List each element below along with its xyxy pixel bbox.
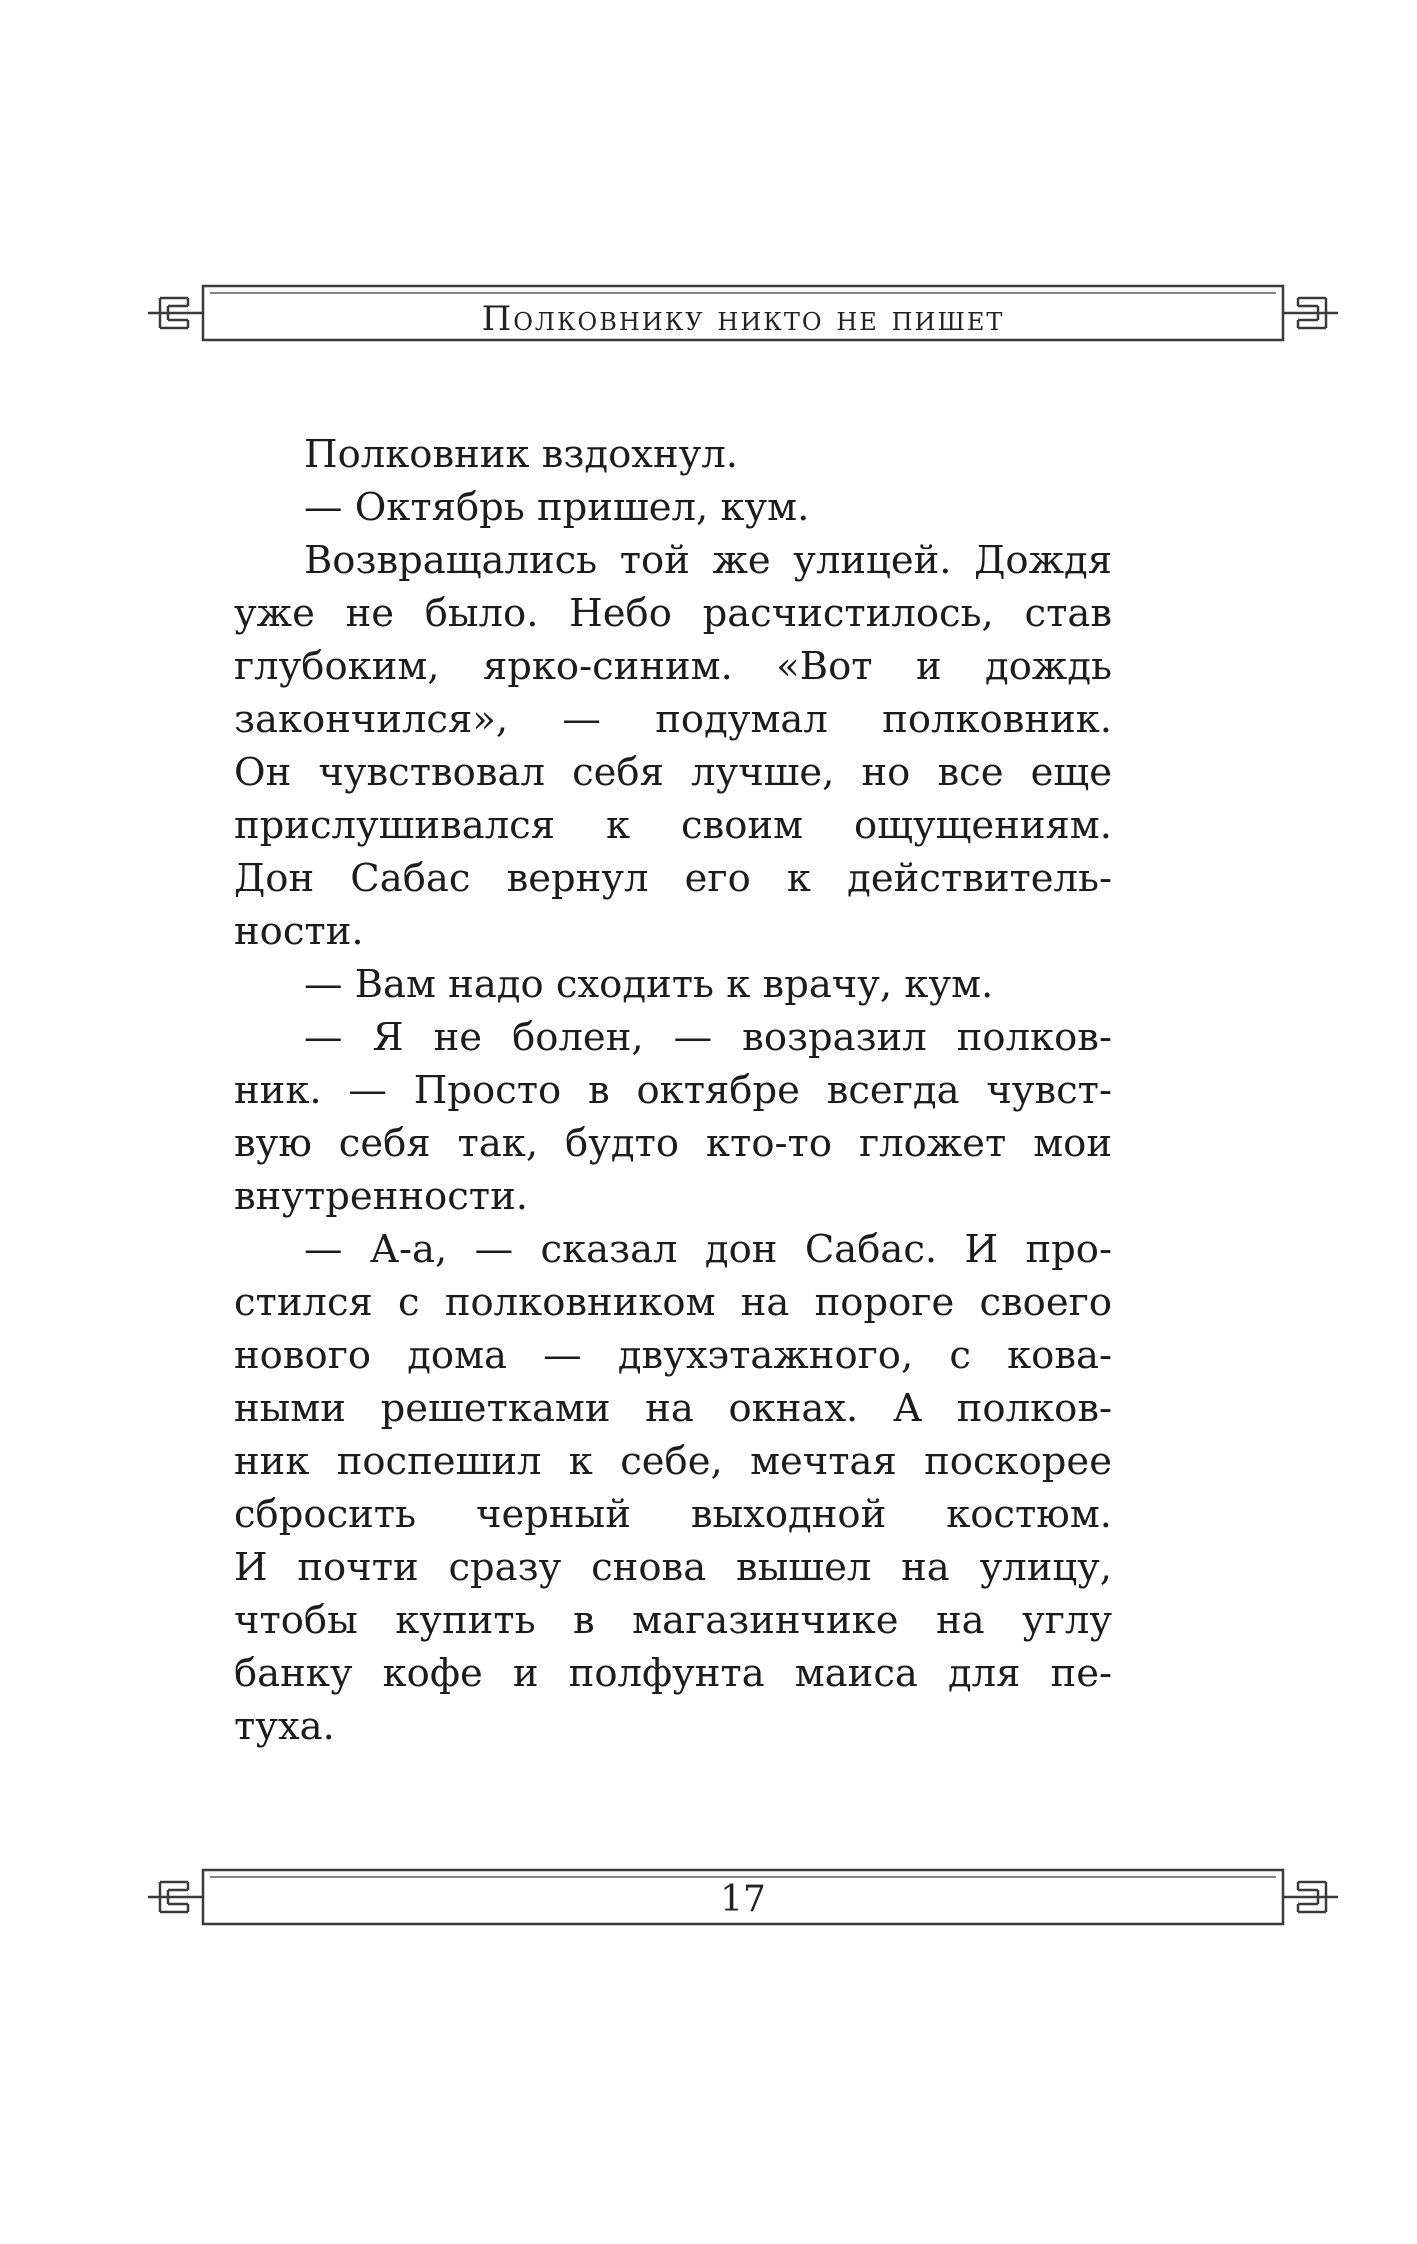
text-line: ник поспешил к себе, мечтая поскорее bbox=[234, 1439, 1112, 1484]
text-line: вую себя так, будто кто-то гложет мои bbox=[234, 1121, 1112, 1166]
text-line: нового дома — двухэтажного, с кова- bbox=[234, 1333, 1112, 1378]
text-line: туха. bbox=[234, 1704, 335, 1749]
text-line: сбросить черный выходной костюм. bbox=[234, 1492, 1112, 1537]
text-line: — А-а, — сказал дон Сабас. И про- bbox=[304, 1227, 1112, 1272]
text-line: уже не было. Небо расчистилось, став bbox=[234, 591, 1112, 636]
running-title: Полковнику никто не пишет bbox=[481, 299, 1005, 339]
text-line: банку кофе и полфунта маиса для пе- bbox=[234, 1651, 1112, 1696]
text-line: закончился», — подумал полковник. bbox=[234, 697, 1112, 742]
text-line: — Октябрь пришел, кум. bbox=[304, 485, 810, 530]
folio-frame bbox=[148, 1860, 1338, 1936]
text-line: ными решетками на окнах. А полков- bbox=[234, 1386, 1112, 1431]
body-text bbox=[234, 428, 1112, 1753]
text-line: Он чувствовал себя лучше, но все еще bbox=[234, 750, 1112, 795]
text-line: ник. — Просто в октябре всегда чувст- bbox=[234, 1068, 1112, 1113]
text-line: — Я не болен, — возразил полков- bbox=[304, 1015, 1112, 1060]
page-number: 17 bbox=[720, 1879, 766, 1920]
text-line: Полковник вздохнул. bbox=[304, 432, 739, 477]
text-line: ности. bbox=[234, 909, 364, 954]
text-line: чтобы купить в магазинчике на углу bbox=[234, 1598, 1112, 1643]
text-line: — Вам надо сходить к врачу, кум. bbox=[304, 962, 994, 1007]
text-line: прислушивался к своим ощущениям. bbox=[234, 803, 1112, 848]
text-line: стился с полковником на пороге своего bbox=[234, 1280, 1112, 1325]
running-head-frame bbox=[148, 276, 1338, 352]
text-line: Дон Сабас вернул его к действитель- bbox=[234, 856, 1112, 901]
text-line: Возвращались той же улицей. Дождя bbox=[304, 538, 1112, 583]
text-line: глубоким, ярко-синим. «Вот и дождь bbox=[234, 644, 1112, 689]
text-line: И почти сразу снова вышел на улицу, bbox=[234, 1545, 1112, 1590]
text-line: внутренности. bbox=[234, 1174, 528, 1219]
